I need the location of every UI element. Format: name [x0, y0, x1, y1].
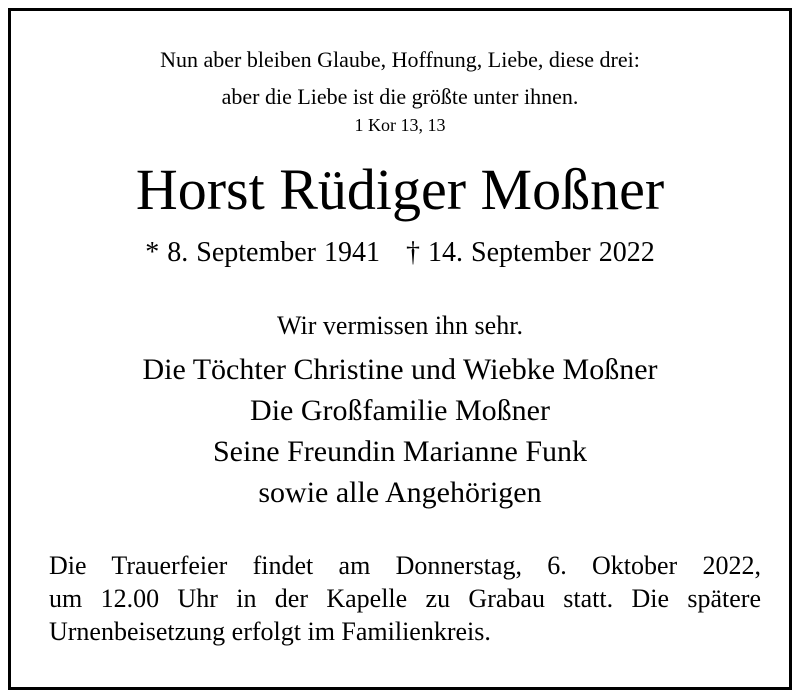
funeral-notice-line-3: Urnenbeisetzung erfolgt im Familienkreis. — [49, 617, 491, 646]
life-dates — [11, 239, 789, 267]
obituary-frame — [8, 8, 792, 690]
deceased-name: Horst Rüdiger Moßner — [135, 157, 665, 222]
birth-date: * 8. September 1941 — [145, 237, 380, 268]
farewell-message: Wir vermissen ihn sehr. — [277, 311, 523, 340]
funeral-notice-line-1: Die Trauerfeier findet am Donnerstag, 6. Oktober 2022, — [49, 551, 761, 580]
mourner-line: Die Töchter Christine und Wiebke Moßner — [142, 353, 658, 386]
verse-line-2: aber die Liebe ist die größte unter ihnen. — [221, 84, 579, 109]
mourner-line: Seine Freundin Marianne Funk — [212, 435, 588, 468]
verse-reference: 1 Kor 13, 13 — [354, 115, 446, 135]
verse-line-1: Nun aber bleiben Glaube, Hoffnung, Liebe, diese drei: — [160, 47, 640, 72]
death-date: † 14. September 2022 — [406, 237, 655, 268]
funeral-notice-line-2: um 12.00 Uhr in der Kapelle zu Grabau statt. Die spätere — [49, 584, 761, 613]
mourner-line: sowie alle Angehörigen — [258, 476, 542, 509]
mourner-line: Die Großfamilie Moßner — [250, 394, 550, 427]
funeral-notice — [49, 549, 761, 648]
